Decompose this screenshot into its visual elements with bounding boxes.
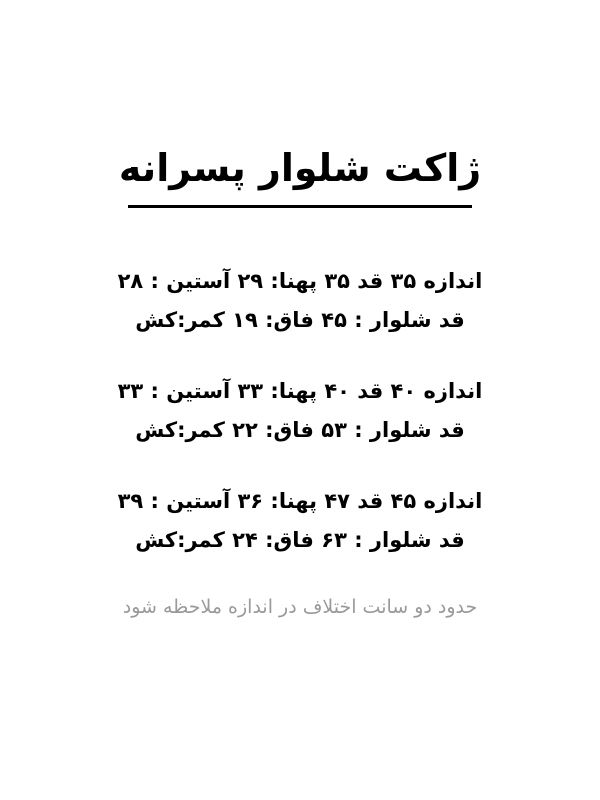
size-measurements-line: اندازه ۳۵ قد ۳۵ پهنا: ۲۹ آستین : ۲۸: [117, 269, 483, 293]
pants-measurements-line: قد شلوار : ۶۳ فاق: ۲۴ کمر:کش: [135, 528, 465, 552]
size-block-35: [60, 262, 540, 340]
pants-measurements-line: قد شلوار : ۴۵ فاق: ۱۹ کمر:کش: [135, 308, 465, 332]
size-block-40: [60, 372, 540, 450]
size-tolerance-note: حدود دو سانت اختلاف در اندازه ملاحظه شود: [122, 596, 478, 618]
size-measurements-line: اندازه ۴۰ قد ۴۰ پهنا: ۳۳ آستین : ۳۳: [117, 379, 483, 403]
size-measurements-line: اندازه ۴۵ قد ۴۷ پهنا: ۳۶ آستین : ۳۹: [117, 489, 483, 513]
size-block-45: [60, 482, 540, 560]
page-title: ژاکت شلوار پسرانه: [118, 146, 482, 190]
title-underline: [128, 205, 472, 208]
pants-measurements-line: قد شلوار : ۵۳ فاق: ۲۲ کمر:کش: [135, 418, 465, 442]
